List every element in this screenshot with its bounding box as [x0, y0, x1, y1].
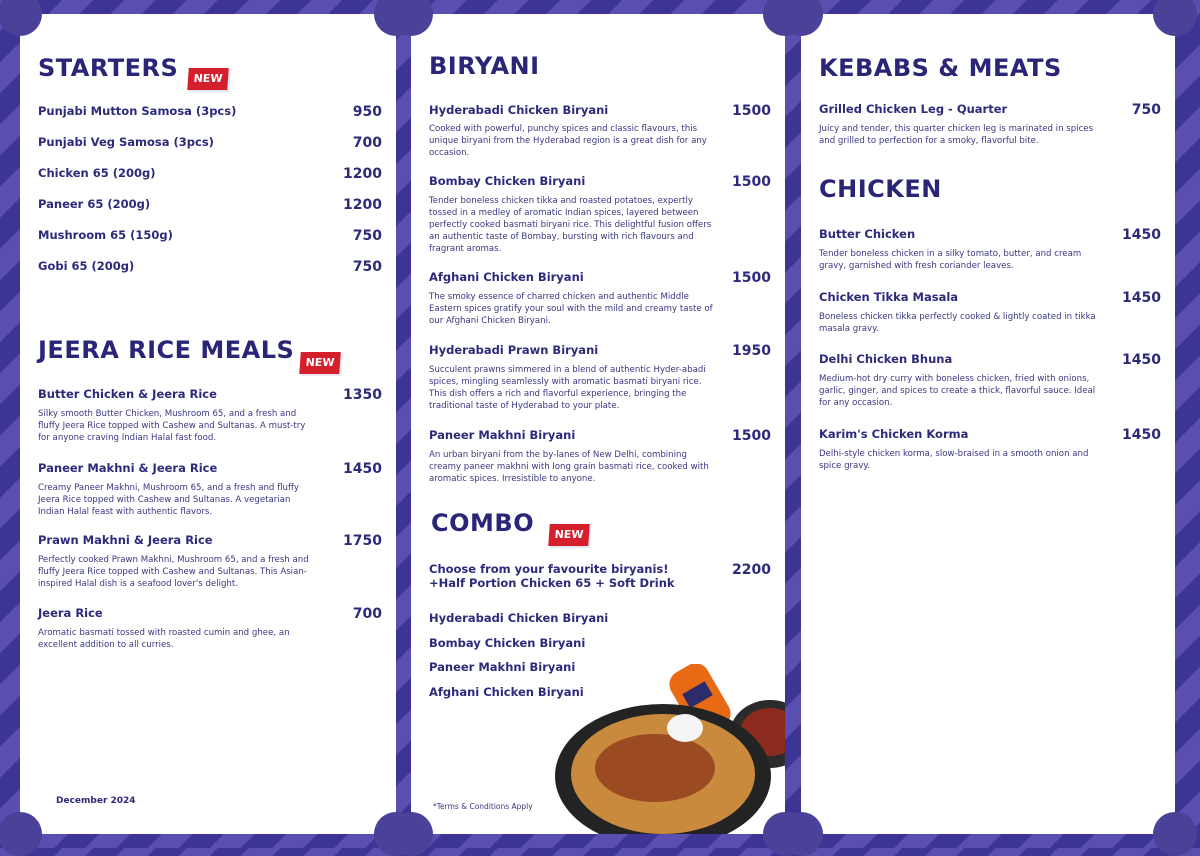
item-description: Creamy Paneer Makhni, Mushroom 65, and a fresh and fluffy Jeera Rice topped with Cashew and Sultanas. A vegetarian Indian Halal feast with authentic flavors. — [38, 483, 299, 517]
item-price: 1200 — [343, 166, 382, 182]
menu-item — [429, 343, 771, 359]
section-title-combo: COMBO — [431, 509, 535, 537]
menu-item — [38, 606, 382, 622]
item-price: 1500 — [732, 174, 771, 190]
item-name: Butter Chicken & Jeera Rice — [38, 387, 217, 401]
item-description: Boneless chicken tikka perfectly cooked & lightly coated in tikka masala gravy. — [819, 312, 1096, 334]
menu-item — [819, 427, 1161, 443]
menu-item — [819, 352, 1161, 368]
menu-item — [429, 428, 771, 444]
section-title-starters: STARTERS — [38, 54, 179, 82]
panel-corner — [779, 812, 823, 856]
item-price: 1350 — [343, 387, 382, 403]
item-name: Hyderabadi Prawn Biryani — [429, 343, 599, 357]
item-name: Butter Chicken — [819, 227, 916, 241]
combo-offer — [429, 562, 771, 590]
item-description: Delhi-style chicken korma, slow-braised in a smooth onion and spice gravy. — [819, 449, 1089, 471]
menu-item — [38, 135, 382, 151]
section-title-jeera-rice-meals: JEERA RICE MEALS — [38, 336, 295, 364]
combo-option: Bombay Chicken Biryani — [429, 636, 586, 650]
section-title-kebabs-meats: KEBABS & MEATS — [819, 54, 1062, 82]
item-description: The smoky essence of charred chicken and authentic Middle Eastern spices gratify your soul with the mild and creamy taste of our Afghani Chicken Biryani. — [429, 292, 713, 326]
menu-panel-starters — [20, 14, 396, 834]
menu-item — [38, 259, 382, 275]
item-price: 700 — [352, 606, 382, 622]
menu-item — [38, 166, 382, 182]
item-name: Chicken Tikka Masala — [819, 290, 959, 304]
item-description: Medium-hot dry curry with boneless chicken, fried with onions, garlic, ginger, and spices to create a thick, flavorful sauce. Ideal for any occasion. — [819, 374, 1096, 408]
item-name: Gobi 65 (200g) — [38, 259, 135, 273]
item-price: 1750 — [343, 533, 382, 549]
combo-option: Paneer Makhni Biryani — [429, 660, 576, 674]
new-badge: NEW — [548, 524, 590, 546]
item-description: Succulent prawns simmered in a blend of authentic Hyder-abadi spices, mingling seamlessly with aromatic basmati biryani rice. This dish offers a rich and flavorful experience, bringing the traditional taste of Hyderabad to your plate. — [429, 365, 706, 411]
item-name: Paneer Makhni Biryani — [429, 428, 576, 442]
menu-item — [819, 290, 1161, 306]
menu-item — [819, 102, 1161, 118]
item-price: 1450 — [1122, 352, 1161, 368]
terms-note: *Terms & Conditions Apply — [433, 802, 533, 811]
item-name: Hyderabadi Chicken Biryani — [429, 103, 609, 117]
item-name: Prawn Makhni & Jeera Rice — [38, 533, 213, 547]
item-price: 1450 — [1122, 290, 1161, 306]
panel-corner — [1153, 812, 1197, 856]
combo-line-2: +Half Portion Chicken 65 + Soft Drink — [429, 576, 675, 590]
menu-date: December 2024 — [56, 796, 136, 806]
item-description: Silky smooth Butter Chicken, Mushroom 65, and a fresh and fluffy Jeera Rice topped with Cashew and Sultanas. A must-try for anyone craving Indian Halal fast food. — [38, 409, 306, 443]
menu-panel-biryani — [411, 14, 785, 834]
section-title-biryani: BIRYANI — [429, 52, 540, 80]
item-description: Tender boneless chicken in a silky tomato, butter, and cream gravy, garnished with fresh coriander leaves. — [819, 249, 1082, 271]
section-title-chicken: CHICKEN — [819, 175, 942, 203]
item-name: Jeera Rice — [38, 606, 103, 620]
item-name: Bombay Chicken Biryani — [429, 174, 586, 188]
item-price: 750 — [1131, 102, 1161, 118]
combo-option: Hyderabadi Chicken Biryani — [429, 611, 609, 625]
combo-line-1: Choose from your favourite biryanis! — [429, 562, 669, 576]
menu-panel-kebabs-chicken — [801, 14, 1175, 834]
panel-corner — [779, 0, 823, 36]
menu-item — [429, 174, 771, 190]
item-price: 750 — [352, 228, 382, 244]
menu-item — [38, 197, 382, 213]
item-price: 1500 — [732, 270, 771, 286]
item-price: 1950 — [732, 343, 771, 359]
item-name: Punjabi Veg Samosa (3pcs) — [38, 135, 214, 149]
item-price: 1450 — [1122, 227, 1161, 243]
combo-price: 2200 — [732, 562, 771, 578]
item-name: Paneer 65 (200g) — [38, 197, 151, 211]
menu-item — [38, 461, 382, 477]
item-description: Tender boneless chicken tikka and roasted potatoes, expertly tossed in a medley of aromatic Indian spices, layered between perfectly cooked basmati biryani rice. This delightful fusion offers an authentic taste of Bombay, bursting with rich flavours and fragrant aromas. — [429, 196, 712, 254]
item-name: Paneer Makhni & Jeera Rice — [38, 461, 218, 475]
item-name: Delhi Chicken Bhuna — [819, 352, 953, 366]
item-price: 950 — [352, 104, 382, 120]
item-name: Mushroom 65 (150g) — [38, 228, 173, 242]
biryani-bowl-illustration — [555, 664, 785, 834]
item-name: Punjabi Mutton Samosa (3pcs) — [38, 104, 237, 118]
item-name: Karim's Chicken Korma — [819, 427, 969, 441]
new-badge: NEW — [299, 352, 341, 374]
panel-corner — [389, 812, 433, 856]
item-price: 1450 — [343, 461, 382, 477]
combo-option: Afghani Chicken Biryani — [429, 685, 584, 699]
item-price: 750 — [352, 259, 382, 275]
menu-item — [38, 387, 382, 403]
menu-item — [429, 103, 771, 119]
panel-corner — [0, 0, 42, 36]
menu-item — [38, 533, 382, 549]
item-name: Afghani Chicken Biryani — [429, 270, 584, 284]
item-name: Chicken 65 (200g) — [38, 166, 156, 180]
item-price: 1500 — [732, 428, 771, 444]
item-price: 1450 — [1122, 427, 1161, 443]
item-price: 1200 — [343, 197, 382, 213]
item-description: Aromatic basmati tossed with roasted cumin and ghee, an excellent addition to all curries. — [38, 628, 290, 650]
panel-corner — [0, 812, 42, 856]
item-description: Perfectly cooked Prawn Makhni, Mushroom 65, and a fresh and fluffy Jeera Rice topped with Cashew and Sultanas. This Asian-inspired Halal dish is a seafood lover's delight. — [38, 555, 309, 589]
combo-food-image — [555, 664, 785, 834]
item-description: Juicy and tender, this quarter chicken leg is marinated in spices and grilled to perfection for a smoky, flavorful bite. — [819, 124, 1094, 146]
menu-item — [38, 104, 382, 120]
item-name: Grilled Chicken Leg - Quarter — [819, 102, 1008, 116]
item-price: 700 — [352, 135, 382, 151]
new-badge: NEW — [187, 68, 229, 90]
menu-item — [819, 227, 1161, 243]
panel-corner — [389, 0, 433, 36]
item-description: Cooked with powerful, punchy spices and classic flavours, this unique biryani from the Hyderabad region is a great dish for any occasion. — [429, 124, 707, 158]
panel-corner — [1153, 0, 1197, 36]
menu-item — [429, 270, 771, 286]
menu-item — [38, 228, 382, 244]
item-price: 1500 — [732, 103, 771, 119]
item-description: An urban biryani from the by-lanes of New Delhi, combining creamy paneer makhni with long grain basmati rice, cooked with aromatic spices. Irresistible to anyone. — [429, 450, 709, 484]
